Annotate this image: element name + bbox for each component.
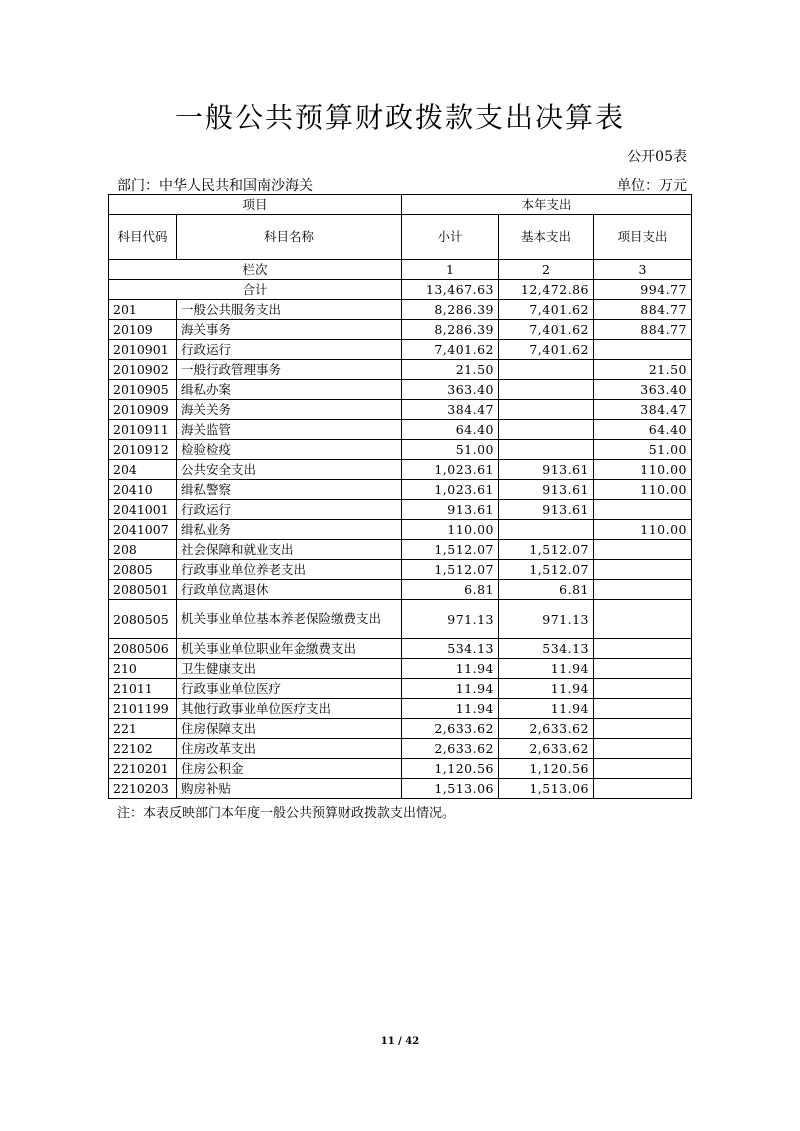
row-project bbox=[594, 540, 692, 560]
total-row bbox=[109, 280, 692, 300]
row-basic: 913.61 bbox=[499, 460, 594, 480]
row-basic: 6.81 bbox=[499, 580, 594, 600]
row-project: 884.77 bbox=[594, 320, 692, 340]
row-code: 20805 bbox=[109, 560, 177, 580]
row-subtotal: 11.94 bbox=[402, 679, 499, 699]
row-basic: 971.13 bbox=[499, 600, 594, 639]
table-row bbox=[109, 400, 692, 420]
row-project: 384.47 bbox=[594, 400, 692, 420]
table-row bbox=[109, 440, 692, 460]
header-item: 项目 bbox=[109, 195, 402, 215]
table-row bbox=[109, 520, 692, 540]
row-name: 行政运行 bbox=[177, 500, 402, 520]
row-subtotal: 2,633.62 bbox=[402, 719, 499, 739]
column-number-3: 3 bbox=[594, 260, 692, 280]
row-project bbox=[594, 500, 692, 520]
row-subtotal: 8,286.39 bbox=[402, 320, 499, 340]
row-name: 其他行政事业单位医疗支出 bbox=[177, 699, 402, 719]
row-name: 机关事业单位职业年金缴费支出 bbox=[177, 639, 402, 659]
row-subtotal: 1,513.06 bbox=[402, 779, 499, 799]
row-project bbox=[594, 679, 692, 699]
row-basic bbox=[499, 520, 594, 540]
row-code: 21011 bbox=[109, 679, 177, 699]
row-subtotal: 21.50 bbox=[402, 360, 499, 380]
table-row bbox=[109, 340, 692, 360]
row-basic: 1,512.07 bbox=[499, 540, 594, 560]
row-name: 住房保障支出 bbox=[177, 719, 402, 739]
row-name: 社会保障和就业支出 bbox=[177, 540, 402, 560]
row-code: 2010912 bbox=[109, 440, 177, 460]
row-subtotal: 110.00 bbox=[402, 520, 499, 540]
row-name: 海关监管 bbox=[177, 420, 402, 440]
row-basic: 2,633.62 bbox=[499, 739, 594, 759]
row-code: 2010901 bbox=[109, 340, 177, 360]
total-label: 合计 bbox=[109, 280, 402, 300]
row-project bbox=[594, 779, 692, 799]
row-name: 海关关务 bbox=[177, 400, 402, 420]
header-row-1 bbox=[109, 195, 692, 215]
page-title: 一般公共预算财政拨款支出决算表 bbox=[174, 101, 625, 134]
table-row bbox=[109, 759, 692, 779]
row-name: 缉私警察 bbox=[177, 480, 402, 500]
unit-label: 单位：万元 bbox=[617, 178, 687, 194]
row-subtotal: 971.13 bbox=[402, 600, 499, 639]
row-project bbox=[594, 639, 692, 659]
row-basic: 1,120.56 bbox=[499, 759, 594, 779]
row-name: 行政事业单位医疗 bbox=[177, 679, 402, 699]
row-name: 住房公积金 bbox=[177, 759, 402, 779]
row-project: 64.40 bbox=[594, 420, 692, 440]
row-project: 110.00 bbox=[594, 480, 692, 500]
table-row bbox=[109, 460, 692, 480]
row-code: 20410 bbox=[109, 480, 177, 500]
row-subtotal: 51.00 bbox=[402, 440, 499, 460]
header-name: 科目名称 bbox=[177, 215, 402, 260]
row-name: 机关事业单位基本养老保险缴费支出 bbox=[177, 600, 402, 639]
row-project bbox=[594, 699, 692, 719]
row-subtotal: 1,512.07 bbox=[402, 560, 499, 580]
row-project bbox=[594, 580, 692, 600]
row-subtotal: 8,286.39 bbox=[402, 300, 499, 320]
header-row-2 bbox=[109, 215, 692, 260]
row-subtotal: 1,512.07 bbox=[402, 540, 499, 560]
row-code: 201 bbox=[109, 300, 177, 320]
table-row bbox=[109, 560, 692, 580]
row-code: 2041001 bbox=[109, 500, 177, 520]
table-row bbox=[109, 679, 692, 699]
row-basic: 1,513.06 bbox=[499, 779, 594, 799]
row-name: 一般公共服务支出 bbox=[177, 300, 402, 320]
row-basic: 7,401.62 bbox=[499, 320, 594, 340]
row-project bbox=[594, 600, 692, 639]
row-project: 110.00 bbox=[594, 460, 692, 480]
row-subtotal: 913.61 bbox=[402, 500, 499, 520]
row-subtotal: 11.94 bbox=[402, 699, 499, 719]
row-basic bbox=[499, 400, 594, 420]
row-code: 221 bbox=[109, 719, 177, 739]
row-project bbox=[594, 719, 692, 739]
row-code: 208 bbox=[109, 540, 177, 560]
table-row bbox=[109, 480, 692, 500]
row-subtotal: 534.13 bbox=[402, 639, 499, 659]
row-code: 2101199 bbox=[109, 699, 177, 719]
row-basic: 11.94 bbox=[499, 699, 594, 719]
table-row bbox=[109, 739, 692, 759]
header-project: 项目支出 bbox=[594, 215, 692, 260]
row-code: 2010902 bbox=[109, 360, 177, 380]
total-subtotal: 13,467.63 bbox=[402, 280, 499, 300]
row-project: 110.00 bbox=[594, 520, 692, 540]
table-row bbox=[109, 360, 692, 380]
row-subtotal: 2,633.62 bbox=[402, 739, 499, 759]
table-row bbox=[109, 639, 692, 659]
row-code: 2010905 bbox=[109, 380, 177, 400]
page-number: 11 / 42 bbox=[380, 1036, 420, 1047]
table-row bbox=[109, 779, 692, 799]
table-row bbox=[109, 420, 692, 440]
row-name: 卫生健康支出 bbox=[177, 659, 402, 679]
row-code: 210 bbox=[109, 659, 177, 679]
row-project: 884.77 bbox=[594, 300, 692, 320]
expenditure-table bbox=[108, 194, 692, 799]
total-project: 994.77 bbox=[594, 280, 692, 300]
row-subtotal: 363.40 bbox=[402, 380, 499, 400]
row-name: 行政事业单位养老支出 bbox=[177, 560, 402, 580]
row-basic bbox=[499, 360, 594, 380]
row-name: 检验检疫 bbox=[177, 440, 402, 460]
row-name: 行政单位离退休 bbox=[177, 580, 402, 600]
row-basic bbox=[499, 380, 594, 400]
row-project bbox=[594, 759, 692, 779]
table-row bbox=[109, 540, 692, 560]
row-basic: 7,401.62 bbox=[499, 300, 594, 320]
header-subtotal: 小计 bbox=[402, 215, 499, 260]
row-subtotal: 1,023.61 bbox=[402, 480, 499, 500]
column-number-row bbox=[109, 260, 692, 280]
row-basic: 913.61 bbox=[499, 480, 594, 500]
row-subtotal: 1,023.61 bbox=[402, 460, 499, 480]
form-number: 公开05表 bbox=[627, 149, 687, 165]
row-basic: 1,512.07 bbox=[499, 560, 594, 580]
row-name: 缉私办案 bbox=[177, 380, 402, 400]
row-subtotal: 6.81 bbox=[402, 580, 499, 600]
row-code: 204 bbox=[109, 460, 177, 480]
row-basic bbox=[499, 420, 594, 440]
table-row bbox=[109, 659, 692, 679]
row-code: 2080505 bbox=[109, 600, 177, 639]
row-name: 缉私业务 bbox=[177, 520, 402, 540]
row-code: 2010909 bbox=[109, 400, 177, 420]
footnote: 注：本表反映部门本年度一般公共预算财政拨款支出情况。 bbox=[117, 806, 456, 821]
row-basic: 7,401.62 bbox=[499, 340, 594, 360]
department-label: 部门：中华人民共和国南沙海关 bbox=[117, 178, 313, 194]
row-code: 2041007 bbox=[109, 520, 177, 540]
row-name: 公共安全支出 bbox=[177, 460, 402, 480]
row-code: 2210203 bbox=[109, 779, 177, 799]
table-row bbox=[109, 380, 692, 400]
header-basic: 基本支出 bbox=[499, 215, 594, 260]
row-project bbox=[594, 560, 692, 580]
header-current-year: 本年支出 bbox=[402, 195, 692, 215]
row-code: 2210201 bbox=[109, 759, 177, 779]
total-basic: 12,472.86 bbox=[499, 280, 594, 300]
row-basic: 11.94 bbox=[499, 659, 594, 679]
row-code: 2010911 bbox=[109, 420, 177, 440]
row-subtotal: 7,401.62 bbox=[402, 340, 499, 360]
column-number-2: 2 bbox=[499, 260, 594, 280]
column-number-1: 1 bbox=[402, 260, 499, 280]
row-name: 一般行政管理事务 bbox=[177, 360, 402, 380]
row-project bbox=[594, 340, 692, 360]
row-name: 海关事务 bbox=[177, 320, 402, 340]
row-basic: 534.13 bbox=[499, 639, 594, 659]
row-code: 2080501 bbox=[109, 580, 177, 600]
row-code: 22102 bbox=[109, 739, 177, 759]
row-code: 20109 bbox=[109, 320, 177, 340]
row-name: 住房改革支出 bbox=[177, 739, 402, 759]
row-project bbox=[594, 739, 692, 759]
row-basic: 913.61 bbox=[499, 500, 594, 520]
table-row bbox=[109, 300, 692, 320]
row-subtotal: 384.47 bbox=[402, 400, 499, 420]
row-name: 购房补贴 bbox=[177, 779, 402, 799]
table-row bbox=[109, 580, 692, 600]
column-number-label: 栏次 bbox=[109, 260, 402, 280]
row-subtotal: 1,120.56 bbox=[402, 759, 499, 779]
row-project: 21.50 bbox=[594, 360, 692, 380]
row-subtotal: 64.40 bbox=[402, 420, 499, 440]
row-basic bbox=[499, 440, 594, 460]
table-row bbox=[109, 719, 692, 739]
table-row bbox=[109, 320, 692, 340]
row-basic: 11.94 bbox=[499, 679, 594, 699]
table-row bbox=[109, 699, 692, 719]
table-row bbox=[109, 500, 692, 520]
row-project: 51.00 bbox=[594, 440, 692, 460]
row-name: 行政运行 bbox=[177, 340, 402, 360]
header-code: 科目代码 bbox=[109, 215, 177, 260]
row-subtotal: 11.94 bbox=[402, 659, 499, 679]
row-basic: 2,633.62 bbox=[499, 719, 594, 739]
row-code: 2080506 bbox=[109, 639, 177, 659]
row-project bbox=[594, 659, 692, 679]
table-row bbox=[109, 600, 692, 639]
row-project: 363.40 bbox=[594, 380, 692, 400]
